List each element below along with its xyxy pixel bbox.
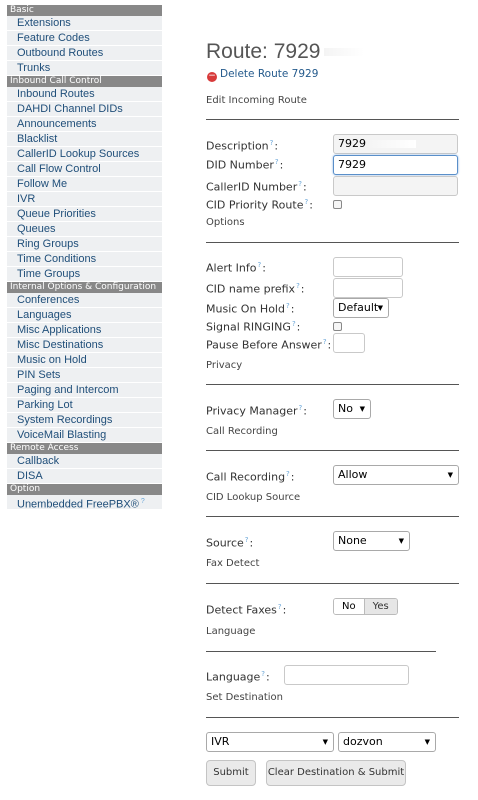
help-icon[interactable]: ? — [298, 180, 302, 188]
sidebar-item-label: Announcements — [17, 118, 97, 130]
sidebar-section-header: Basic — [7, 5, 162, 16]
help-icon[interactable]: ? — [257, 261, 262, 269]
sidebar-item-inbound-routes[interactable] — [7, 87, 162, 102]
sidebar-item-label: Queue Priorities — [17, 208, 96, 220]
sidebar — [7, 5, 162, 510]
sidebar-item-label: System Recordings — [17, 414, 113, 426]
sidebar-item-label: Inbound Routes — [17, 88, 95, 100]
edit-incoming-route-heading: Edit Incoming Route — [206, 95, 307, 106]
did-number-label: DID Number?: — [206, 158, 284, 172]
sidebar-item-dahdi-channel-dids[interactable] — [7, 102, 162, 117]
sidebar-item-label: Misc Applications — [17, 324, 102, 336]
chevron-down-icon: ▼ — [322, 738, 328, 746]
call-recording-label: Call Recording?: — [206, 470, 295, 484]
help-icon[interactable]: ? — [285, 302, 290, 310]
help-icon[interactable]: ? — [291, 320, 296, 328]
alert-info-label: Alert Info?: — [206, 261, 266, 275]
sidebar-item-label: Blacklist — [17, 133, 58, 145]
divider — [206, 651, 436, 652]
sidebar-item-feature-codes[interactable] — [7, 31, 162, 46]
help-icon[interactable]: ? — [298, 404, 303, 412]
destination-target-select[interactable]: dozvon ▼ — [338, 732, 436, 752]
source-label: Source?: — [206, 536, 254, 550]
sidebar-item-ring-groups[interactable] — [7, 237, 162, 252]
sidebar-item-system-recordings[interactable] — [7, 413, 162, 428]
sidebar-section-header: Internal Options & Configuration — [7, 282, 162, 293]
fax-yes-option[interactable]: Yes — [364, 599, 397, 614]
sidebar-item-outbound-routes[interactable] — [7, 46, 162, 61]
sidebar-item-paging-and-intercom[interactable] — [7, 383, 162, 398]
chevron-down-icon: ▼ — [447, 471, 453, 479]
delete-route-link[interactable]: − Delete Route 7929 — [208, 68, 319, 81]
sidebar-item-trunks[interactable] — [7, 61, 162, 76]
sidebar-item-label: Unembedded FreePBX® — [17, 498, 139, 511]
cid-name-prefix-label: CID name prefix?: — [206, 282, 305, 296]
sidebar-item-callback[interactable] — [7, 454, 162, 469]
clear-destination-submit-button[interactable]: Clear Destination & Submit — [266, 760, 406, 786]
sidebar-item-misc-applications[interactable] — [7, 323, 162, 338]
sidebar-item-label: Languages — [17, 309, 72, 321]
privacy-manager-select[interactable]: No ▼ — [333, 399, 371, 419]
sidebar-item-label: PIN Sets — [17, 369, 61, 381]
alert-info-input[interactable] — [333, 257, 403, 277]
sidebar-item-label: Queues — [17, 223, 56, 235]
description-label: Description?: — [206, 139, 279, 153]
options-heading: Options — [206, 217, 245, 228]
divider — [206, 384, 459, 385]
cid-name-prefix-input[interactable] — [333, 278, 403, 298]
sidebar-item-follow-me[interactable] — [7, 177, 162, 192]
signal-ringing-checkbox[interactable] — [333, 322, 342, 331]
sidebar-item-label: Misc Destinations — [17, 339, 104, 351]
description-input[interactable]: 7929 — [333, 134, 458, 154]
callerid-number-input[interactable] — [333, 176, 458, 196]
divider — [206, 516, 459, 517]
sidebar-item-label: DAHDI Channel DIDs — [17, 103, 123, 115]
signal-ringing-label: Signal RINGING?: — [206, 320, 301, 334]
help-icon[interactable]: ? — [304, 198, 309, 206]
sidebar-item-misc-destinations[interactable] — [7, 338, 162, 353]
help-icon[interactable]: ? — [244, 536, 249, 544]
help-icon[interactable]: ? — [322, 338, 327, 346]
page-title: Route: 7929 — [206, 40, 364, 64]
sidebar-item-label: Trunks — [17, 62, 51, 74]
divider — [206, 583, 459, 584]
sidebar-item-queue-priorities[interactable] — [7, 207, 162, 222]
sidebar-item-voicemail-blasting[interactable] — [7, 428, 162, 443]
privacy-manager-label: Privacy Manager?: — [206, 404, 307, 418]
language-label: Language?: — [206, 670, 270, 684]
sidebar-item-pin-sets[interactable] — [7, 368, 162, 383]
chevron-down-icon: ▼ — [377, 304, 383, 312]
sidebar-item-call-flow-control[interactable] — [7, 162, 162, 177]
minus-circle-icon: − — [208, 71, 216, 81]
help-icon[interactable]: ? — [274, 158, 279, 166]
sidebar-item-label: IVR — [17, 193, 36, 205]
callerid-number-label: CallerID Number?: — [206, 180, 307, 194]
sidebar-item-label: Time Groups — [17, 268, 81, 280]
sidebar-item-label: Conferences — [17, 294, 80, 306]
music-on-hold-label: Music On Hold?: — [206, 302, 295, 316]
chevron-down-icon: ▼ — [398, 537, 404, 545]
destination-type-select[interactable]: IVR ▼ — [206, 732, 334, 752]
sidebar-item-languages[interactable] — [7, 308, 162, 323]
sidebar-item-music-on-hold[interactable] — [7, 353, 162, 368]
sidebar-item-label: Callback — [17, 455, 60, 467]
sidebar-item-label: Outbound Routes — [17, 47, 104, 59]
sidebar-item-label: Follow Me — [17, 178, 68, 190]
sidebar-item-time-conditions[interactable] — [7, 252, 162, 267]
pause-before-answer-label: Pause Before Answer?: — [206, 338, 332, 352]
source-select[interactable]: None ▼ — [333, 531, 410, 551]
help-icon[interactable]: ? — [286, 470, 290, 478]
fax-detect-heading: Fax Detect — [206, 558, 260, 569]
sidebar-item-ivr[interactable] — [7, 192, 162, 207]
sidebar-item-blacklist[interactable] — [7, 132, 162, 147]
sidebar-item-label: Extensions — [17, 17, 71, 29]
help-icon[interactable]: ? — [277, 603, 282, 611]
sidebar-item-parking-lot[interactable] — [7, 398, 162, 413]
cid-lookup-source-heading: CID Lookup Source — [206, 492, 301, 503]
divider — [206, 119, 459, 120]
help-icon[interactable]: ? — [269, 139, 274, 147]
sidebar-item-label: CallerID Lookup Sources — [17, 148, 140, 160]
sidebar-item-label: Feature Codes — [17, 32, 90, 44]
privacy-heading: Privacy — [206, 360, 243, 371]
sidebar-item-label: Music on Hold — [17, 354, 87, 366]
sidebar-section-header: Inbound Call Control — [7, 76, 162, 87]
help-icon[interactable]: ? — [296, 282, 300, 290]
sidebar-item-label: DISA — [17, 470, 43, 482]
music-on-hold-select[interactable]: Default ▼ — [333, 298, 389, 318]
did-number-input[interactable]: 7929 — [333, 155, 458, 175]
language-input[interactable] — [284, 665, 409, 685]
chevron-down-icon: ▼ — [424, 738, 430, 746]
detect-faxes-label: Detect Faxes?: — [206, 603, 287, 617]
call-recording-heading: Call Recording — [206, 426, 278, 437]
sidebar-item-label: Parking Lot — [17, 399, 73, 411]
sidebar-section-header: Remote Access — [7, 443, 162, 454]
cid-priority-route-checkbox[interactable] — [333, 200, 342, 209]
sidebar-item-label: Paging and Intercom — [17, 384, 119, 396]
call-recording-select[interactable]: Allow ▼ — [333, 465, 459, 485]
sidebar-item-callerid-lookup-sources[interactable] — [7, 147, 162, 162]
sidebar-item-announcements[interactable] — [7, 117, 162, 132]
cid-priority-route-label: CID Priority Route?: — [206, 198, 313, 212]
sidebar-item-queues[interactable] — [7, 222, 162, 237]
divider — [206, 450, 459, 451]
help-icon[interactable]: ? — [140, 498, 145, 505]
pause-before-answer-input[interactable] — [333, 333, 365, 353]
sidebar-item-unembedded-freepbx[interactable] — [7, 495, 162, 510]
set-destination-heading: Set Destination — [206, 692, 283, 703]
fax-no-option[interactable]: No — [334, 599, 364, 614]
sidebar-item-label: VoiceMail Blasting — [17, 429, 107, 441]
sidebar-item-disa[interactable] — [7, 469, 162, 484]
detect-faxes-toggle[interactable] — [333, 598, 398, 615]
sidebar-item-label: Time Conditions — [17, 253, 97, 265]
sidebar-section-header: Option — [7, 484, 162, 495]
divider — [206, 717, 459, 718]
sidebar-item-label: Call Flow Control — [17, 163, 101, 175]
language-heading: Language — [206, 626, 256, 637]
sidebar-item-time-groups[interactable] — [7, 267, 162, 282]
sidebar-item-conferences[interactable] — [7, 293, 162, 308]
sidebar-item-label: Ring Groups — [17, 238, 79, 250]
divider — [206, 242, 459, 243]
help-icon[interactable]: ? — [261, 670, 266, 678]
sidebar-item-extensions[interactable] — [7, 16, 162, 31]
chevron-down-icon: ▼ — [359, 405, 365, 413]
submit-button[interactable]: Submit — [206, 760, 256, 786]
